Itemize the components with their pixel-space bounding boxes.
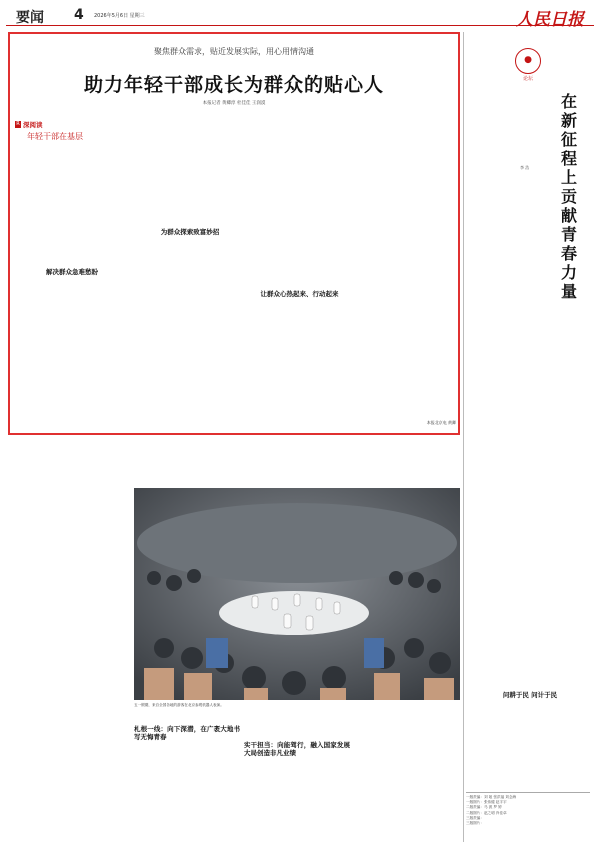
lower-subhead-1: 札根一线：向下深潜，在广袤大地书写无悔青春 <box>134 725 240 741</box>
right-lower-column <box>468 500 592 788</box>
section-name: 要闻 <box>16 10 44 26</box>
issue-date: 2026年5月6日 星期三 <box>94 13 145 19</box>
deep-read-tag: R <box>16 121 20 127</box>
credit-line: 一版图片：张伟健 赵宇宇 <box>466 800 507 805</box>
forum-label: 论坛 <box>522 76 533 82</box>
forum-seal-icon: ● <box>515 48 541 74</box>
photo-illustration <box>134 488 460 700</box>
lead-column-4 <box>356 120 456 430</box>
lower-subhead-2: 实干担当：向能驾行，融入国家发展大局创造非凡业绩 <box>244 741 350 757</box>
column-divider <box>463 32 464 842</box>
subhead-1: 解决群众急难愁盼 <box>46 268 98 276</box>
lead-column-1 <box>16 262 128 427</box>
article-headline: 助力年轻干部成长为群众的贴心人 <box>83 74 384 96</box>
photo-caption: 五一假期，来自全国各地的游客在北京参观机器人表演。 <box>134 703 224 707</box>
article-end-note: 本报北京电 黄卿 <box>426 420 456 425</box>
subhead-2: 为群众探索致富妙招 <box>160 228 220 236</box>
editor-credits <box>466 792 590 826</box>
subhead-3: 让群众心热起来、行动起来 <box>260 290 339 298</box>
deep-read-subtitle: 年轻干部在基层 <box>27 132 83 141</box>
article-kicker: 聚焦群众需求，贴近发展实际，用心用情沟通 <box>154 47 314 56</box>
lower-column-2 <box>134 720 240 840</box>
commentary-title: 在新征程上贡献青春力量 <box>560 92 577 301</box>
lead-column-3 <box>247 120 352 430</box>
newspaper-logo: 人民日报 <box>516 10 584 30</box>
masthead <box>6 4 594 30</box>
credit-line: 二版责编：马 波 罗 婷 <box>466 805 502 810</box>
forum-badge <box>514 48 542 82</box>
deep-read-box <box>15 120 127 142</box>
credit-line: 三版责编： <box>466 815 484 820</box>
robot-show-photo <box>134 488 460 700</box>
credit-line: 二版图片：赵之明 肖佳卓 <box>466 810 507 815</box>
lower-column-1 <box>16 440 128 840</box>
deep-read-title: 深阅读 <box>23 121 43 129</box>
commentary-author: 李 浩 <box>520 165 530 170</box>
credit-line: 一版责编：刘 姐 张洪福 刘念海 <box>466 795 517 799</box>
article-byline: 本报记者 黄卿淳 杜佳佳 王润漠 <box>202 101 266 106</box>
page-number: 4 <box>74 7 84 23</box>
right-lower-subhead: 问耕于民 问计于民 <box>502 691 558 699</box>
lower-column-3 <box>244 720 350 840</box>
lead-column-2 <box>137 120 243 430</box>
lower-column-4 <box>354 720 460 840</box>
credit-line: 三版图片： <box>466 821 484 826</box>
